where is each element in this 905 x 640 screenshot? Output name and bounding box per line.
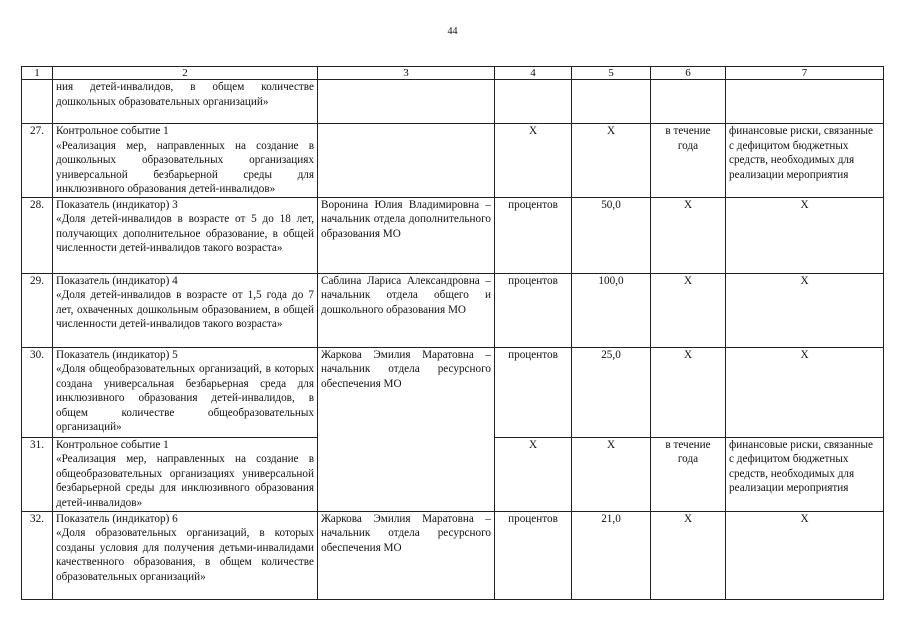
num-cell: 31. bbox=[22, 437, 53, 511]
description-cell bbox=[53, 273, 318, 347]
header-cell: 7 bbox=[726, 67, 884, 80]
responsible-cell: Воронина Юлия Владимировна – начальник отдела дополнительного образования МО bbox=[318, 197, 495, 273]
row-title: Контрольное событие 1 bbox=[56, 438, 169, 451]
header-row bbox=[22, 67, 884, 80]
num-cell: 27. bbox=[22, 124, 53, 198]
description-cell: ния детей-инвалидов, в общем количестве дошкольных образовательных организаций» bbox=[53, 80, 318, 124]
value-cell: 50,0 bbox=[572, 197, 651, 273]
value-cell: X bbox=[572, 124, 651, 198]
num-cell: 29. bbox=[22, 273, 53, 347]
page-number: 44 bbox=[447, 26, 458, 37]
row-title: Показатель (индикатор) 5 bbox=[56, 348, 178, 361]
row-title: Показатель (индикатор) 4 bbox=[56, 274, 178, 287]
header-cell: 1 bbox=[22, 67, 53, 80]
responsible-cell bbox=[318, 80, 495, 124]
row-description: «Доля детей-инвалидов в возрасте от 5 до 18 лет, получающих дополнительное образование, в общей численности детей-инвалидов такого возраста» bbox=[56, 213, 314, 254]
row-description: «Доля образовательных организаций, в которых созданы условия для получения детьми-инвалидами качественного образования, в общем количестве образовательных организаций» bbox=[56, 527, 314, 583]
responsible-cell: Саблина Лариса Александровна – начальник отдела общего и дошкольного образования МО bbox=[318, 273, 495, 347]
description-cell bbox=[53, 124, 318, 198]
value-cell: 21,0 bbox=[572, 511, 651, 599]
unit-cell: процентов bbox=[495, 273, 572, 347]
term-cell bbox=[651, 80, 726, 124]
value-cell bbox=[572, 80, 651, 124]
plan-table bbox=[21, 66, 884, 600]
row-description: «Доля общеобразовательных организаций, в которых создана универсальная безбарьерная среда для инклюзивного образования детей-инвалидов, в общем количестве общеобразовательных организаций» bbox=[56, 363, 314, 433]
header-cell: 5 bbox=[572, 67, 651, 80]
unit-cell: процентов bbox=[495, 197, 572, 273]
table-row bbox=[22, 124, 884, 198]
row-description: «Доля детей-инвалидов в возрасте от 1,5 года до 7 лет, охваченных дошкольным образованием, в общей численности детей-инвалидов такого возраста» bbox=[56, 289, 314, 330]
header-cell: 3 bbox=[318, 67, 495, 80]
description-cell bbox=[53, 437, 318, 511]
table-row bbox=[22, 80, 884, 124]
row-title: Показатель (индикатор) 3 bbox=[56, 198, 178, 211]
num-cell: 28. bbox=[22, 197, 53, 273]
row-title: Показатель (индикатор) 6 bbox=[56, 512, 178, 525]
table-row bbox=[22, 197, 884, 273]
term-cell: X bbox=[651, 273, 726, 347]
row-description: «Реализация мер, направленных на создание в общеобразовательных организациях универсальной безбарьерной среды для инклюзивного образования детей-инвалидов» bbox=[56, 453, 314, 509]
risks-cell bbox=[726, 80, 884, 124]
table-row bbox=[22, 273, 884, 347]
term-cell: X bbox=[651, 197, 726, 273]
num-cell: 32. bbox=[22, 511, 53, 599]
unit-cell: процентов bbox=[495, 347, 572, 437]
risks-cell: X bbox=[726, 511, 884, 599]
term-cell: X bbox=[651, 511, 726, 599]
num-cell: 30. bbox=[22, 347, 53, 437]
row-description: «Реализация мер, направленных на создание в дошкольных образовательных организациях универсальной безбарьерной среды для инклюзивного образования детей-инвалидов» bbox=[56, 139, 314, 195]
table-row bbox=[22, 511, 884, 599]
term-cell: в течение года bbox=[651, 437, 726, 511]
responsible-cell: Жаркова Эмилия Маратовна – начальник отдела ресурсного обеспечения МО bbox=[318, 511, 495, 599]
header-cell: 2 bbox=[53, 67, 318, 80]
header-cell: 4 bbox=[495, 67, 572, 80]
unit-cell bbox=[495, 80, 572, 124]
responsible-cell: Жаркова Эмилия Маратовна – начальник отдела ресурсного обеспечения МО bbox=[318, 347, 495, 511]
unit-cell: X bbox=[495, 437, 572, 511]
num-cell bbox=[22, 80, 53, 124]
risks-cell: X bbox=[726, 347, 884, 437]
responsible-cell bbox=[318, 124, 495, 198]
value-cell: 25,0 bbox=[572, 347, 651, 437]
risks-cell: X bbox=[726, 197, 884, 273]
description-cell bbox=[53, 347, 318, 437]
risks-cell: финансовые риски, связанные с дефицитом бюджетных средств, необходимых для реализации мероприятия bbox=[726, 437, 884, 511]
unit-cell: процентов bbox=[495, 511, 572, 599]
risks-cell: финансовые риски, связанные с дефицитом бюджетных средств, необходимых для реализации мероприятия bbox=[726, 124, 884, 198]
description-cell bbox=[53, 197, 318, 273]
description-cell bbox=[53, 511, 318, 599]
term-cell: X bbox=[651, 347, 726, 437]
header-cell: 6 bbox=[651, 67, 726, 80]
risks-cell: X bbox=[726, 273, 884, 347]
unit-cell: X bbox=[495, 124, 572, 198]
row-title: Контрольное событие 1 bbox=[56, 125, 169, 137]
value-cell: X bbox=[572, 437, 651, 511]
value-cell: 100,0 bbox=[572, 273, 651, 347]
table-row bbox=[22, 347, 884, 437]
term-cell: в течение года bbox=[651, 124, 726, 198]
